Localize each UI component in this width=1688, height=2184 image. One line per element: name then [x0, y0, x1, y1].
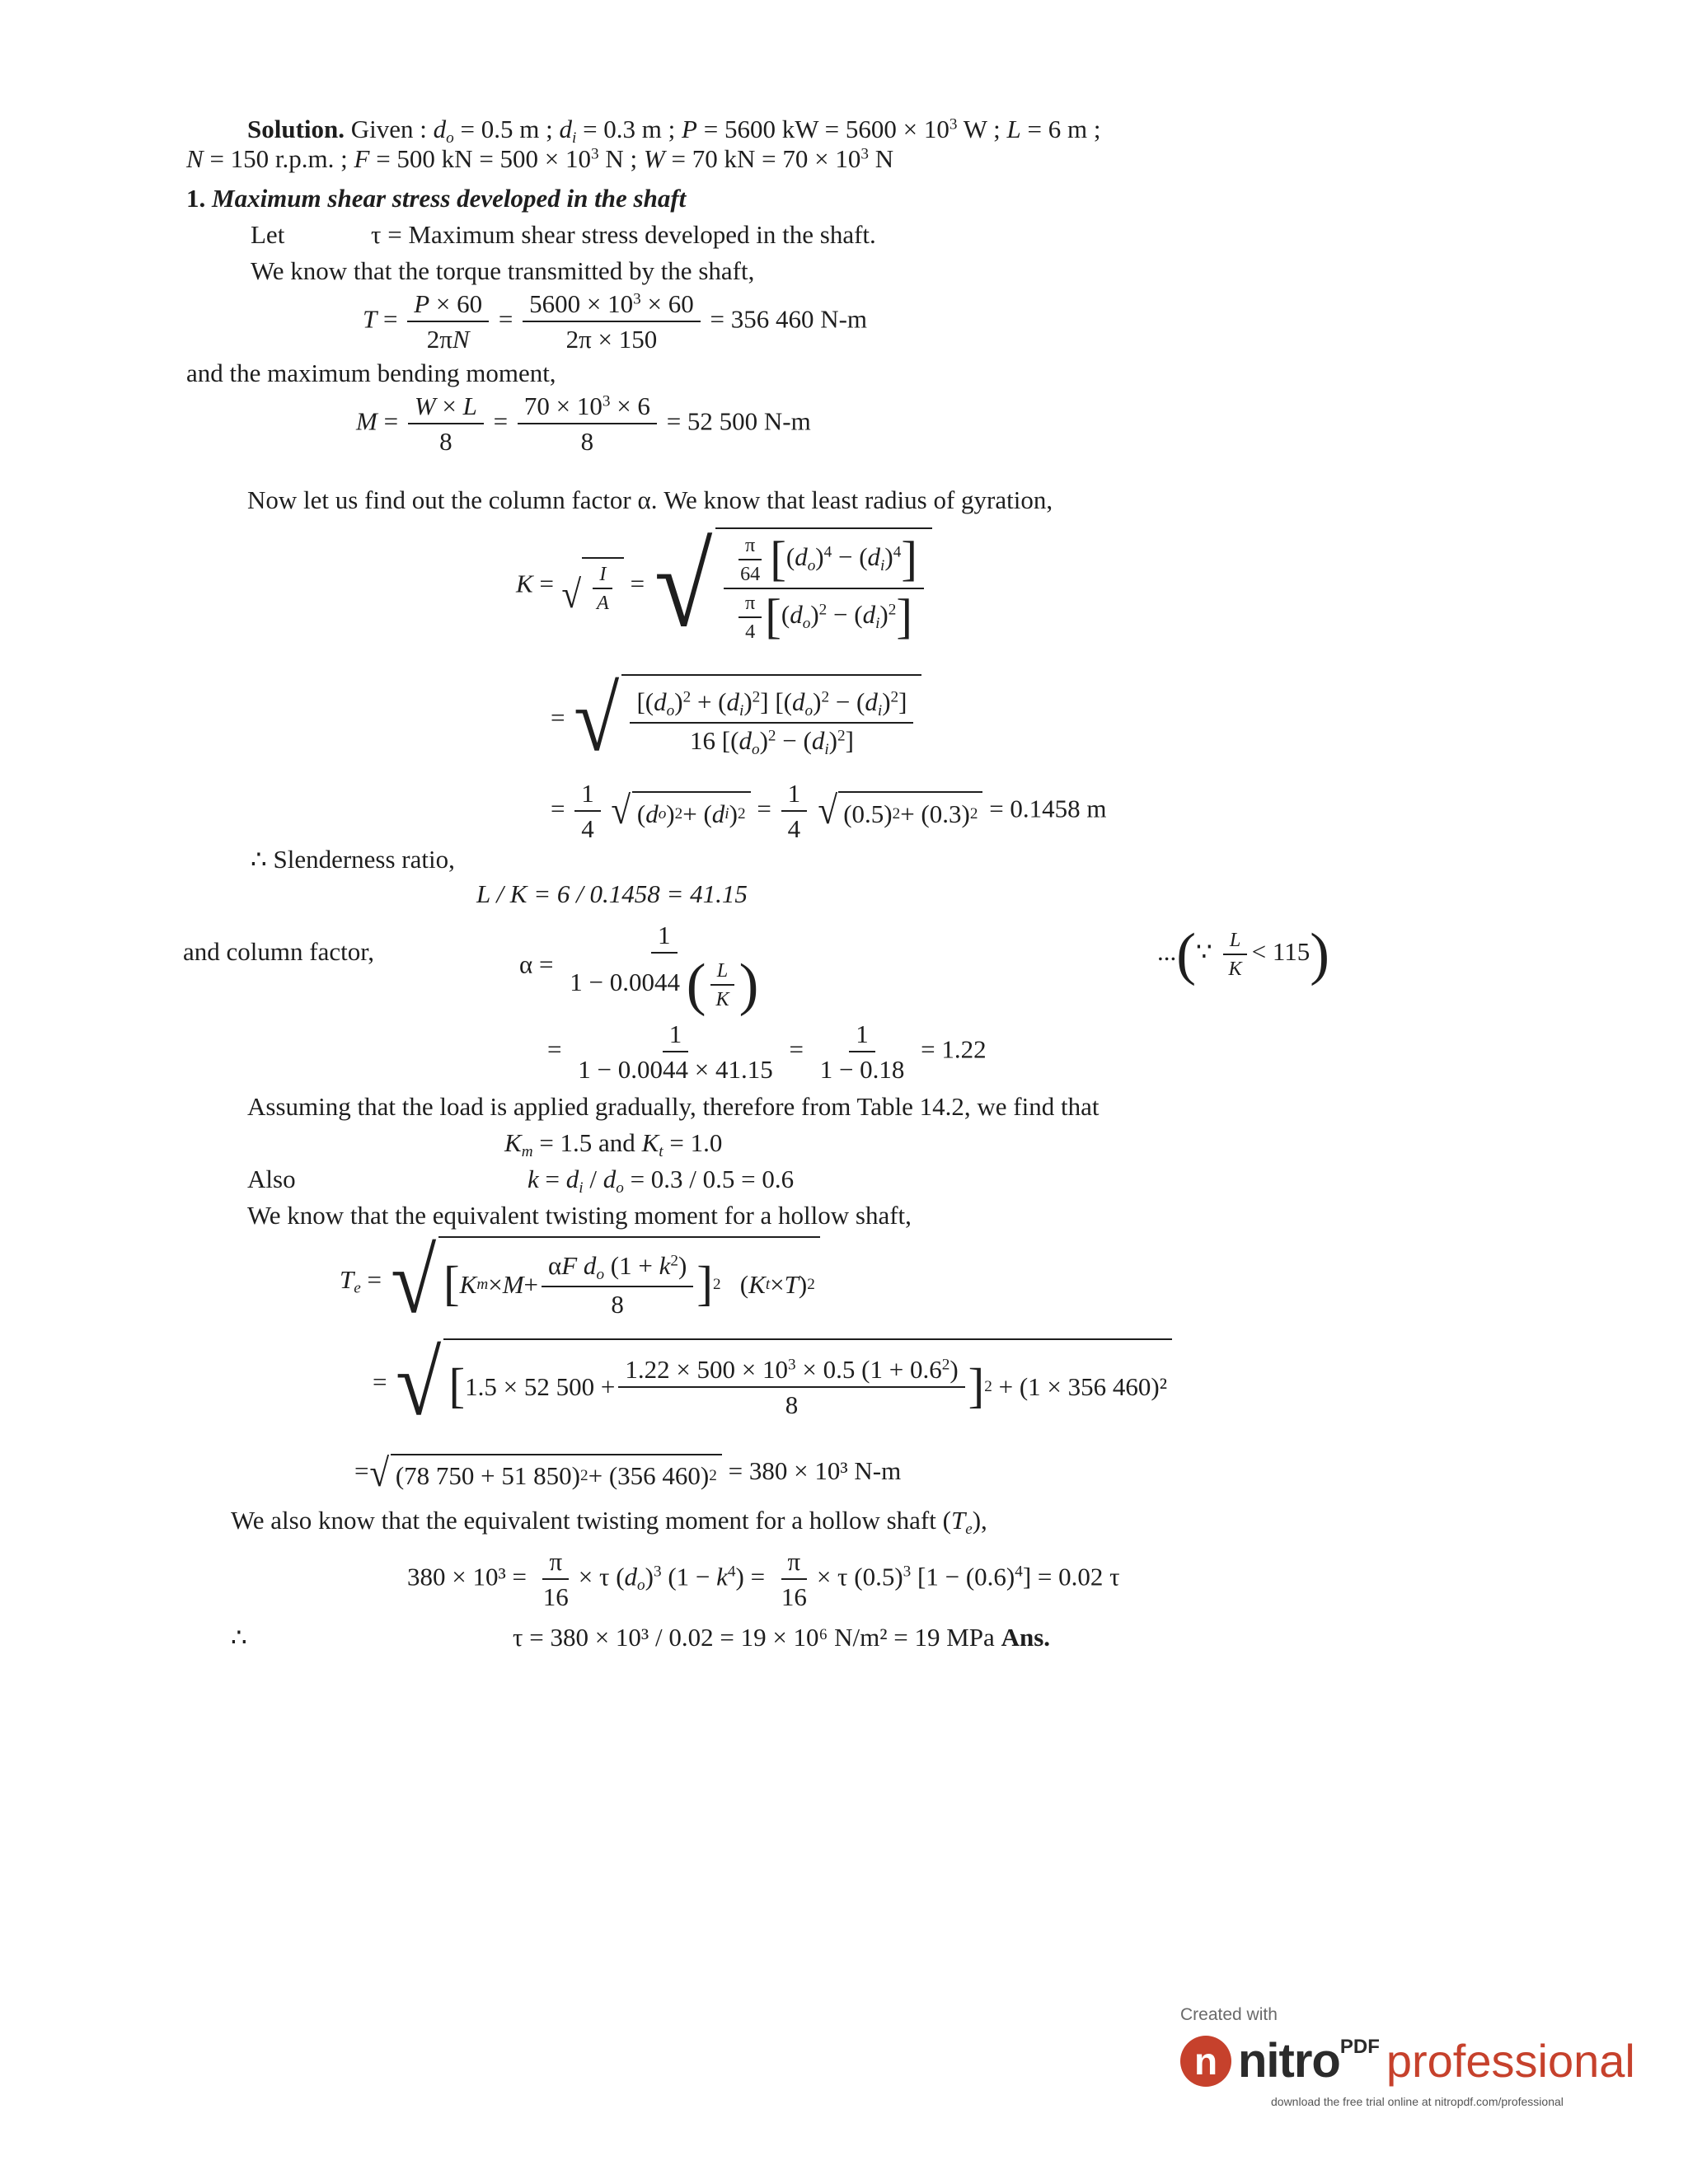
bending-moment-result: = 52 500 N-m: [666, 406, 811, 436]
slenderness-equation: L / K = 6 / 0.1458 = 41.15: [476, 879, 748, 908]
bending-moment-equation: M = $\frac{W \times L}{8}$ = $\frac{70 \times 10^3 \times 6}{8}$ = 52 500 N-m: [356, 391, 811, 457]
column-factor-intro: Now let us find out the column factor α. We know that least radius of gyration,: [247, 485, 1053, 514]
te-formula: $T_e$ = √ [ K m × M + $\frac{\alpha F d_o (1 + k^2)}{8}$ ] 2 ( K t × T ) 2: [340, 1236, 820, 1329]
torque-result: = 356 460 N-m: [710, 304, 868, 334]
torque-intro: We know that the torque transmitted by the shaft,: [251, 256, 755, 285]
therefore-symbol: ∴: [231, 1623, 247, 1652]
km-kt-values: $K_m = 1.5$ and $K_t = 1.0$: [504, 1128, 723, 1160]
also-label: Also: [247, 1165, 296, 1193]
solution-label: Solution.: [247, 115, 345, 143]
professional-label: professional: [1386, 2035, 1635, 2087]
column-factor-label: and column factor,: [183, 937, 375, 966]
bending-moment-intro: and the maximum bending moment,: [186, 359, 556, 387]
torque-equation: T = $\frac{P \times 60}{2\pi N}$ = $\frac{5600 \times 10^3 \times 60}{2\pi \times 150}$ = 356 460 N-m: [363, 289, 868, 354]
te-substitution: = √ [ 1.5 × 52 500 + $\frac{1.22 \times 500 \times 10^3 \times 0.5 (1 + 0.6^2)}{8}$ ] 2 + (1 × 356 460)²: [373, 1338, 1172, 1431]
radius-of-gyration-step2: = √ $\frac{[(d_o)^2 + (d_i)^2] [(d_o)^2 - (d_i)^2]}{16 [(d_o)^2 - (d_i)^2]}$: [551, 674, 921, 766]
pdf-superscript: PDF: [1339, 2036, 1380, 2058]
assumption-text: Assuming that the load is applied gradually, therefore from Table 14.2, we find that: [247, 1092, 1100, 1121]
tau-definition: τ = Maximum shear stress developed in the shaft.: [371, 220, 876, 249]
let-label: Let: [251, 220, 285, 249]
column-factor-equation: α = 1 1 − 0.0044 ( $\frac{L}{K}$ ): [519, 921, 759, 1018]
nitro-brand: nitro: [1238, 2034, 1340, 2088]
tau-equation: 380 × 10³ = $\frac{\pi}{16}$ × τ $(d_o)^3$ $(1 - k^4)$ = $\frac{\pi}{16}$ × τ $(0.5)^3$ $[1 - (0.6)^4] = 0.02$ τ: [407, 1547, 1120, 1612]
k-ratio-equation: $k = d_i / d_o = 0.3 / 0.5 = 0.6$: [528, 1165, 795, 1197]
slenderness-label: ∴ Slenderness ratio,: [251, 845, 455, 874]
te-result: = 380 × 10³ N-m: [728, 1456, 902, 1486]
radius-of-gyration-equation: K = √ $\frac{I}{A}$ = √ $\frac{\pi}{64}$ $[(d_o)^4 - (d_i)^4]$ $\frac{\pi}{4}$ $[(d_o)^2 - (d_i)^2]$: [516, 527, 932, 645]
section-title: 1. Maximum shear stress developed in the shaft: [186, 184, 687, 213]
column-factor-condition: ...(∵ $\frac{L}{K}$ < 115): [1157, 921, 1329, 987]
created-with-label: Created with: [1180, 2005, 1278, 2024]
te-simplified: = √ (78 750 + 51 850) 2 + (356 460) 2 = 380 × 10³ N-m: [354, 1451, 902, 1495]
download-text: download the free trial online at nitropdf.com/professional: [1271, 2095, 1564, 2108]
alpha-calculation: = $\frac{1}{1 - 0.0044 \times 41.15}$ = $\frac{1}{1 - 0.18}$ = 1.22: [547, 1019, 987, 1085]
te-also-text: We also know that the equivalent twisting moment for a hollow shaft $(T_e)$,: [231, 1506, 987, 1538]
final-answer: τ = 380 × 10³ / 0.02 = 19 × 10⁶ N/m² = 19 MPa Ans.: [513, 1623, 1051, 1652]
radius-of-gyration-step3: = $\frac{1}{4}$ √ ( d o ) 2 + ( d i ) 2 = $\frac{1}{4}$ √ (0.5) 2 + (0.3) 2 = 0.1458 m: [551, 779, 1107, 844]
alpha-result: = 1.22: [921, 1034, 987, 1064]
nitro-n-icon: n: [1180, 2036, 1231, 2087]
radius-of-gyration-result: = 0.1458 m: [989, 794, 1107, 823]
ans-label: Ans.: [1001, 1623, 1051, 1652]
te-intro: We know that the equivalent twisting moment for a hollow shaft,: [247, 1201, 912, 1230]
given-line-1: Solution. Given : $d_o = 0.5$ m ; $d_i = 0.3$ m ; P = 5600 kW = $5600 \times 10^3$ W ; L = 6 m ;: [247, 115, 1101, 147]
given-line-2: N = 150 r.p.m. ; F = 500 kN = $500 \times 10^3$ N ; W = 70 kN = $70 \times 10^3$ N: [186, 144, 894, 173]
